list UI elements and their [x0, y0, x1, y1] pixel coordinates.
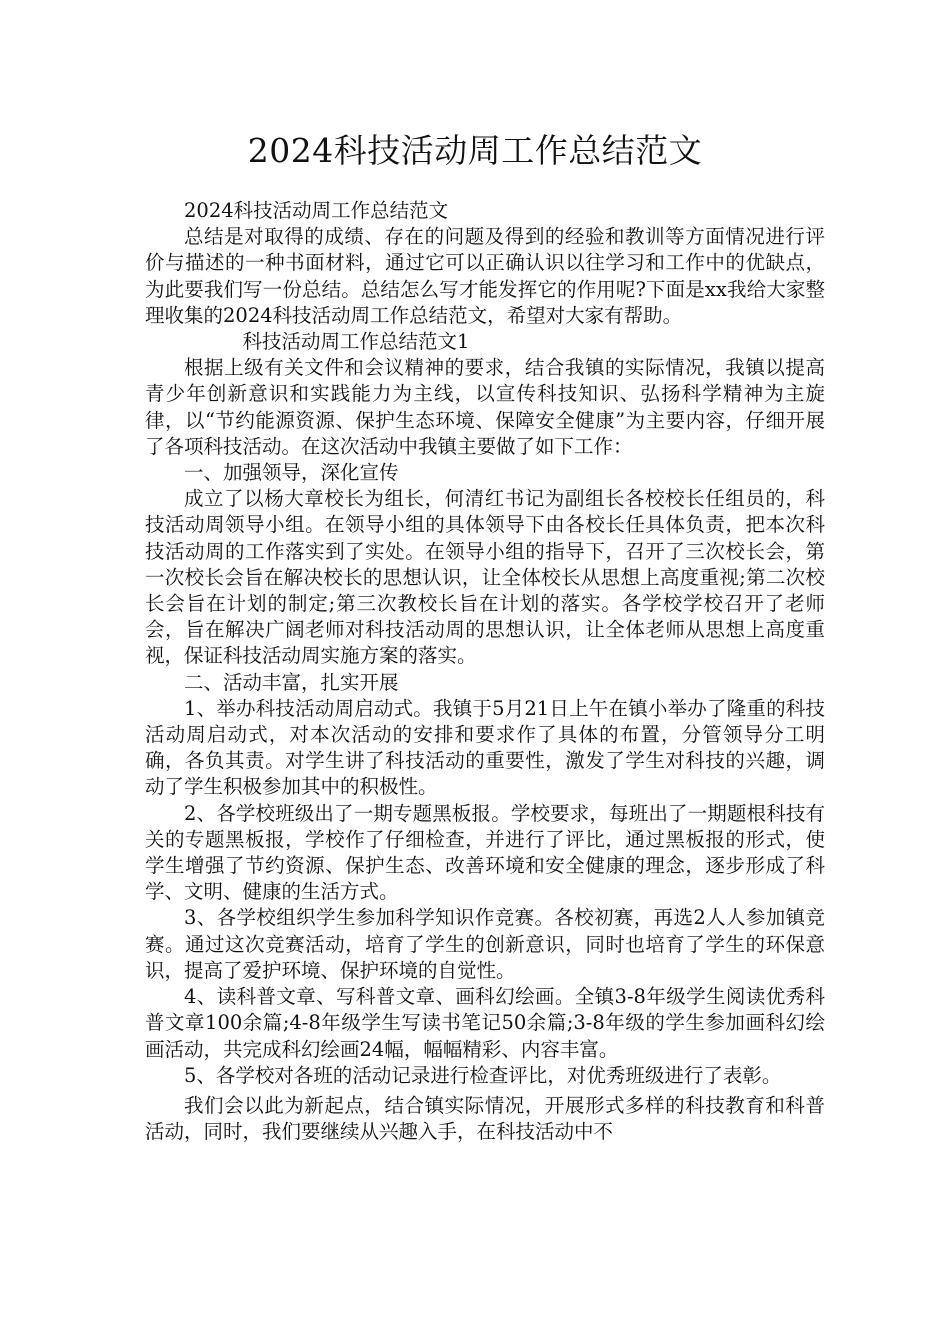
paragraph-activity-3: 3、各学校组织学生参加科学知识作竞赛。各校初赛，再选2人人参加镇竞赛。通过这次竞赛活动，培育了学生的创新意识，同时也培育了学生的环保意识，提高了爱护环境、保护环境的自觉性。	[145, 906, 825, 982]
document-body	[145, 198, 825, 1145]
paragraph-conclusion: 我们会以此为新起点，结合镇实际情况，开展形式多样的科技教育和科普活动，同时，我们要继续从兴趣入手，在科技活动中不	[145, 1093, 825, 1144]
paragraph-leadership: 成立了以杨大章校长为组长，何清红书记为副组长各校校长任组员的，科技活动周领导小组。在领导小组的具体领导下由各校长任具体负责，把本次科技活动周的工作落实到了实处。在领导小组的指导下，召开了三次校长会，第一次校长会旨在解决校长的思想认识，让全体校长从思想上高度重视;第二次校长会旨在计划的制定;第三次教校长旨在计划的落实。各学校学校召开了老师会，旨在解决广阔老师对科技活动周的思想认识，让全体老师从思想上高度重视，保证科技活动周实施方案的落实。	[145, 487, 825, 668]
paragraph-subtitle: 2024科技活动周工作总结范文	[184, 199, 449, 222]
paragraph-background: 根据上级有关文件和会议精神的要求，结合我镇的实际情况，我镇以提高青少年创新意识和实践能力为主线，以宣传科技知识、弘扬科学精神为主旋律，以“节约能源资源、保护生态环境、保障安全健康”为主要内容，仔细开展了各项科技活动。在这次活动中我镇主要做了如下工作：	[145, 356, 825, 458]
paragraph-intro: 总结是对取得的成绩、存在的问题及得到的经验和教训等方面情况进行评价与描述的一种书面材料，通过它可以正确认识以往学习和工作中的优缺点，为此要我们写一份总结。总结怎么写才能发挥它的作用呢?下面是xx我给大家整理收集的2024科技活动周工作总结范文，希望对大家有帮助。	[145, 225, 825, 327]
document-title: 2024科技活动周工作总结范文	[247, 131, 703, 170]
paragraph-activity-4: 4、读科普文章、写科普文章、画科幻绘画。全镇3-8年级学生阅读优秀科普文章100余篇;4-8年级学生写读书笔记50余篇;3-8年级的学生参加画科幻绘画活动，共完成科幻绘画24幅，幅幅精彩、内容丰富。	[145, 985, 825, 1061]
paragraph-activity-2: 2、各学校班级出了一期专题黑板报。学校要求，每班出了一期题根科技有关的专题黑板报，学校作了仔细检查，并进行了评比，通过黑板报的形式，使学生增强了节约资源、保护生态、改善环境和安全健康的理念，逐步形成了科学、文明、健康的生活方式。	[145, 801, 825, 904]
section-heading-sample-1: 科技活动周工作总结范文1	[242, 330, 470, 354]
paragraph-activity-1: 1、举办科技活动周启动式。我镇于5月21日上午在镇小举办了隆重的科技活动周启动式，对本次活动的安排和要求作了具体的布置，分管领导分工明确，各负其责。对学生讲了科技活动的重要性，激发了学生对科技的兴趣，调动了学生积极参加其中的积极性。	[145, 696, 825, 799]
paragraph-activity-5: 5、各学校对各班的活动记录进行检查评比，对优秀班级进行了表彰。	[184, 1063, 782, 1087]
section-heading-leadership: 一、加强领导，深化宣传	[184, 461, 399, 485]
section-heading-activities: 二、活动丰富，扎实开展	[184, 670, 399, 694]
